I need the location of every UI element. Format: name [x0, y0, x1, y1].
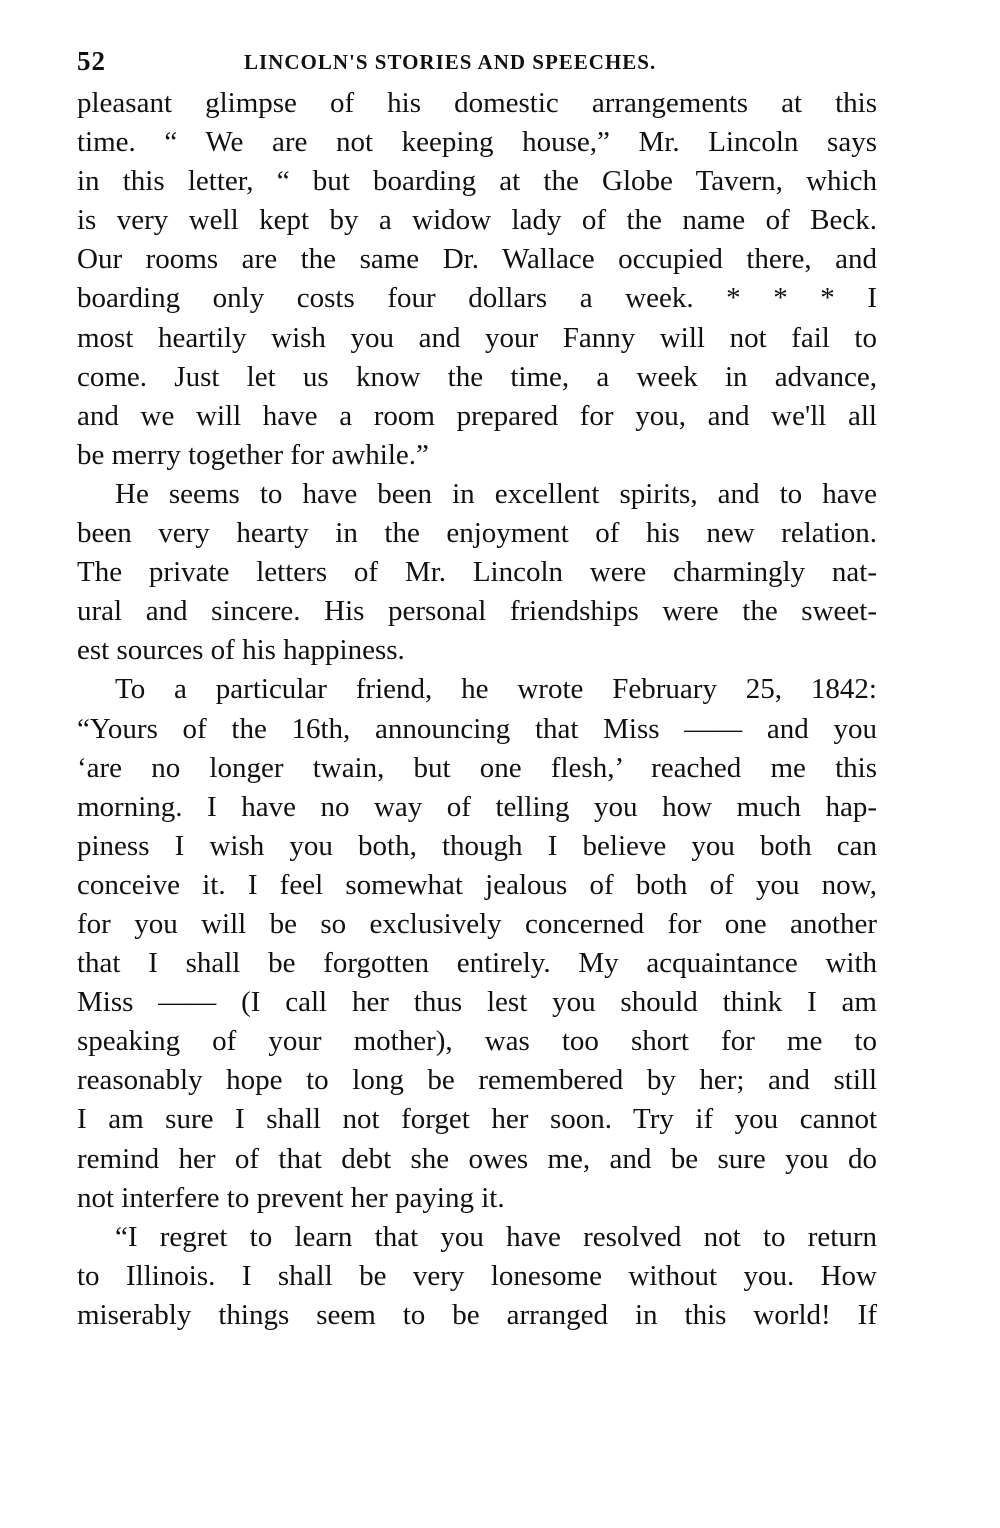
running-head	[77, 44, 877, 84]
text-line: most heartily wish you and your Fanny will not fail to	[77, 321, 877, 354]
text-line: and we will have a room prepared for you, and we'll all	[77, 399, 877, 432]
text-line: in this letter, “ but boarding at the Globe Tavern, which	[77, 165, 877, 198]
text-line: To a particular friend, he wrote February 25, 1842:	[115, 673, 877, 706]
text-line: conceive it. I feel somewhat jealous of both of you now,	[77, 868, 877, 901]
text-line: come. Just let us know the time, a week in advance,	[77, 360, 877, 393]
running-title: LINCOLN'S STORIES AND SPEECHES.	[244, 50, 657, 74]
text-line: I am sure I shall not forget her soon. Try if you cannot	[77, 1103, 877, 1136]
text-line: Miss —— (I call her thus lest you should think I am	[77, 986, 877, 1019]
book-page	[77, 44, 877, 1335]
text-line: is very well kept by a widow lady of the name of Beck.	[77, 204, 877, 237]
text-line: time. “ We are not keeping house,” Mr. Lincoln says	[77, 126, 877, 159]
text-line: Our rooms are the same Dr. Wallace occupied there, and	[77, 243, 877, 276]
text-line: morning. I have no way of telling you how much hap-	[77, 790, 877, 823]
text-line: pleasant glimpse of his domestic arrangements at this	[77, 87, 877, 119]
text-line: to Illinois. I shall be very lonesome without you. How	[77, 1259, 877, 1292]
text-line: boarding only costs four dollars a week. * * * I	[77, 282, 877, 315]
text-line: not interfere to prevent her paying it.	[77, 1181, 505, 1214]
text-line: for you will be so exclusively concerned for one another	[77, 907, 877, 940]
text-line: ‘are no longer twain, but one flesh,’ reached me this	[77, 751, 877, 784]
text-line: ural and sincere. His personal friendships were the sweet-	[77, 595, 877, 628]
text-line: remind her of that debt she owes me, and be sure you do	[77, 1142, 877, 1175]
text-line: “I regret to learn that you have resolved not to return	[115, 1220, 877, 1253]
text-line: reasonably hope to long be remembered by her; and still	[77, 1064, 877, 1097]
text-line: miserably things seem to be arranged in this world! If	[77, 1298, 877, 1331]
text-line: The private letters of Mr. Lincoln were charmingly nat-	[77, 556, 877, 589]
text-line: piness I wish you both, though I believe you both can	[77, 829, 877, 862]
text-line: speaking of your mother), was too short for me to	[77, 1025, 877, 1058]
text-line: est sources of his happiness.	[77, 634, 405, 667]
text-line: He seems to have been in excellent spirits, and to have	[115, 477, 877, 510]
text-line: that I shall be forgotten entirely. My acquaintance with	[77, 947, 877, 980]
text-line: “Yours of the 16th, announcing that Miss —— and you	[77, 712, 877, 745]
text-line: been very hearty in the enjoyment of his new relation.	[77, 517, 877, 550]
text-line: be merry together for awhile.”	[77, 438, 429, 471]
body-text	[77, 84, 877, 1335]
page-number: 52	[77, 46, 106, 76]
